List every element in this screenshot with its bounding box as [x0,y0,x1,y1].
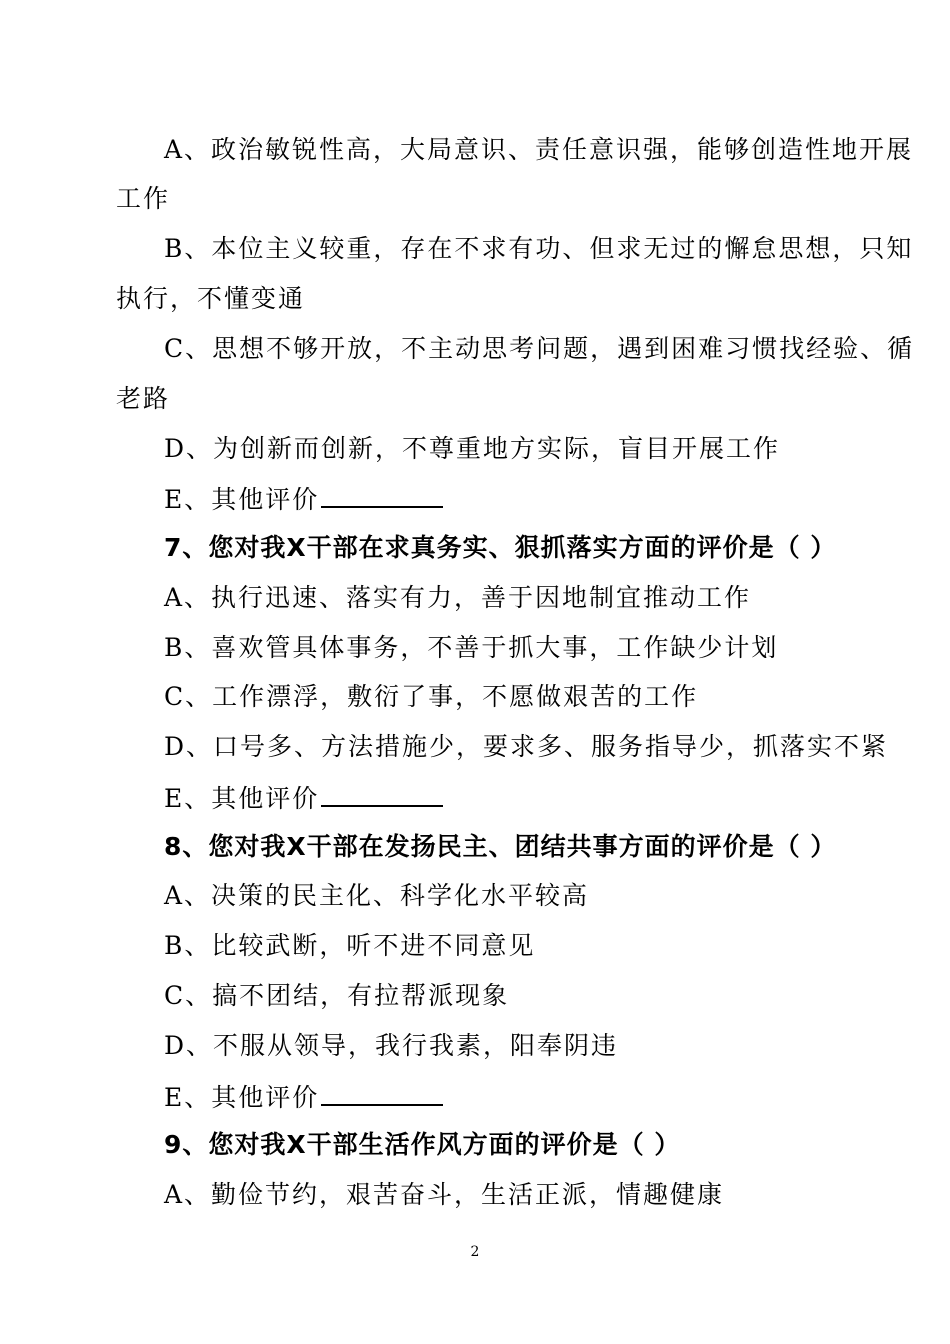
option-c-q7 [164,681,836,713]
option-d-q8 [164,1030,836,1062]
option-text: C、思想不够开放，不主动思考问题，遇到困难习惯找经验、循 [164,334,915,363]
option-text: E、其他评价 [164,784,320,813]
option-e-q8 [164,1080,836,1114]
fill-in-blank[interactable] [321,781,443,807]
option-text: 老路 [116,384,171,413]
option-text: B、本位主义较重，存在不求有功、但求无过的懈怠思想，只知 [164,234,914,263]
fill-in-blank[interactable] [321,482,443,508]
option-e-q6 [164,482,836,516]
option-b-q6 [164,233,914,265]
question-text: 9、您对我X干部生活作风方面的评价是（ ） [164,1130,681,1159]
option-text: C、搞不团结，有拉帮派现象 [164,981,510,1010]
option-a-q6-cont [116,183,836,215]
question-9 [164,1129,836,1161]
option-text: 执行，不懂变通 [116,284,306,313]
option-a-q9 [164,1179,836,1211]
option-b-q8 [164,930,836,962]
question-text: 7、您对我X干部在求真务实、狠抓落实方面的评价是（ ） [164,533,837,562]
option-text: D、为创新而创新，不尊重地方实际，盲目开展工作 [164,434,781,463]
option-a-q7 [164,582,836,614]
option-text: C、工作漂浮，敷衍了事，不愿做艰苦的工作 [164,682,699,711]
option-e-q7 [164,781,836,815]
option-text: 工作 [116,184,171,213]
option-text: A、政治敏锐性高，大局意识、责任意识强，能够创造性地开展 [164,135,914,164]
option-a-q6 [164,134,914,166]
option-a-q8 [164,880,836,912]
question-text: 8、您对我X干部在发扬民主、团结共事方面的评价是（ ） [164,832,837,861]
option-d-q7 [164,731,889,763]
option-text: D、口号多、方法措施少，要求多、服务指导少，抓落实不紧 [164,732,889,761]
option-b-q7 [164,632,836,664]
option-text: E、其他评价 [164,1083,320,1112]
option-c-q6 [164,333,915,365]
question-8 [164,831,836,863]
option-c-q8 [164,980,836,1012]
page-number: 2 [470,1244,480,1260]
option-text: E、其他评价 [164,485,320,514]
option-text: B、喜欢管具体事务，不善于抓大事，工作缺少计划 [164,633,779,662]
option-text: B、比较武断，听不进不同意见 [164,931,536,960]
option-text: A、勤俭节约，艰苦奋斗，生活正派，情趣健康 [164,1180,725,1209]
option-text: A、执行迅速、落实有力，善于因地制宜推动工作 [164,583,752,612]
fill-in-blank[interactable] [321,1080,443,1106]
option-text: A、决策的民主化、科学化水平较高 [164,881,590,910]
question-7 [164,532,836,564]
option-d-q6 [164,433,836,465]
option-text: D、不服从领导，我行我素，阳奉阴违 [164,1031,619,1060]
option-b-q6-cont [116,283,836,315]
option-c-q6-cont [116,383,836,415]
